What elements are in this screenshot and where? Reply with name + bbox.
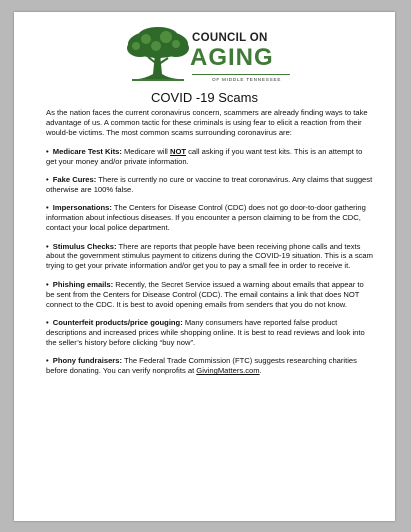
- list-item-fake-cures: • Fake Cures: There is currently no cure or vaccine to treat coronavirus. Any claims that suggest otherwise are 100% false.: [46, 175, 373, 194]
- bullet-icon: •: [46, 241, 49, 251]
- item-label: Phony fundraisers:: [52, 356, 122, 366]
- document-page: [14, 12, 395, 521]
- item-label: Phishing emails:: [52, 279, 114, 289]
- bullet-icon: •: [46, 356, 49, 366]
- emphasis-not: NOT: [169, 146, 187, 156]
- oak-tree-icon: [126, 24, 190, 86]
- org-name-line1: COUNCIL ON: [192, 32, 268, 44]
- item-label: Medicare Test Kits:: [52, 146, 122, 156]
- list-item-medicare-test-kits: • Medicare Test Kits: Medicare will NOT call asking if you want test kits. This is an attempt to get your money and/or private information.: [46, 146, 363, 166]
- list-item-counterfeit-products: • Counterfeit products/price gouging: Many consumers have reported false product descriptions and increased prices while shopping online. It is best to read reviews and look into the seller’s history before clicking “buy now”.: [46, 318, 365, 347]
- list-item-impersonations: • Impersonations: The Centers for Disease Control (CDC) does not go door-to-door gathering information about infectious diseases. If you encounter a person claiming to be from the CDC, contact your local police department.: [46, 203, 366, 233]
- list-item-phony-fundraisers: • Phony fundraisers: The Federal Trade Commission (FTC) suggests researching charities before donating. You can verify nonprofits at GivingMatters.com.: [46, 356, 357, 376]
- bullet-icon: •: [46, 203, 49, 213]
- list-item-phishing-emails: • Phishing emails: Recently, the Secret Service issued a warning about emails that appear to be sent from the Centers for Disease Control (CDC). The email contains a link that does NOT connect to the CDC. It is best to avoid opening emails from senders that you do not know.: [46, 279, 364, 309]
- item-label: Fake Cures:: [52, 175, 97, 185]
- scam-list: [46, 147, 374, 376]
- document-body: [46, 108, 374, 385]
- giving-matters-link[interactable]: GivingMatters.com: [196, 366, 260, 376]
- bullet-icon: •: [46, 146, 49, 156]
- logo-divider: [192, 74, 290, 75]
- org-name-line2: AGING: [190, 44, 274, 71]
- intro-paragraph: As the nation faces the current coronavirus concern, scammers are already finding ways to take advantage of us. A common tactic for these criminals is using fear to elicit a reaction from their would-be victims. The most common scams surrounding coronavirus are:: [46, 108, 368, 137]
- org-name-line3: OF MIDDLE TENNESSEE: [212, 77, 282, 82]
- list-item-stimulus-checks: • Stimulus Checks: There are reports that people have been receiving phone calls and texts about the government stimulus payment to citizens during the COVID-19 situation. This is a scam trying to get your private information and/or get you to pay a small fee in order to receive it.: [46, 241, 373, 271]
- page-title: COVID -19 Scams: [151, 90, 258, 105]
- bullet-icon: •: [46, 279, 49, 289]
- item-label: Stimulus Checks:: [52, 241, 117, 251]
- item-label: Counterfeit products/price gouging:: [52, 318, 183, 327]
- bullet-icon: •: [46, 318, 49, 327]
- council-on-aging-logo: [126, 24, 286, 86]
- bullet-icon: •: [46, 175, 49, 185]
- item-label: Impersonations:: [52, 203, 112, 213]
